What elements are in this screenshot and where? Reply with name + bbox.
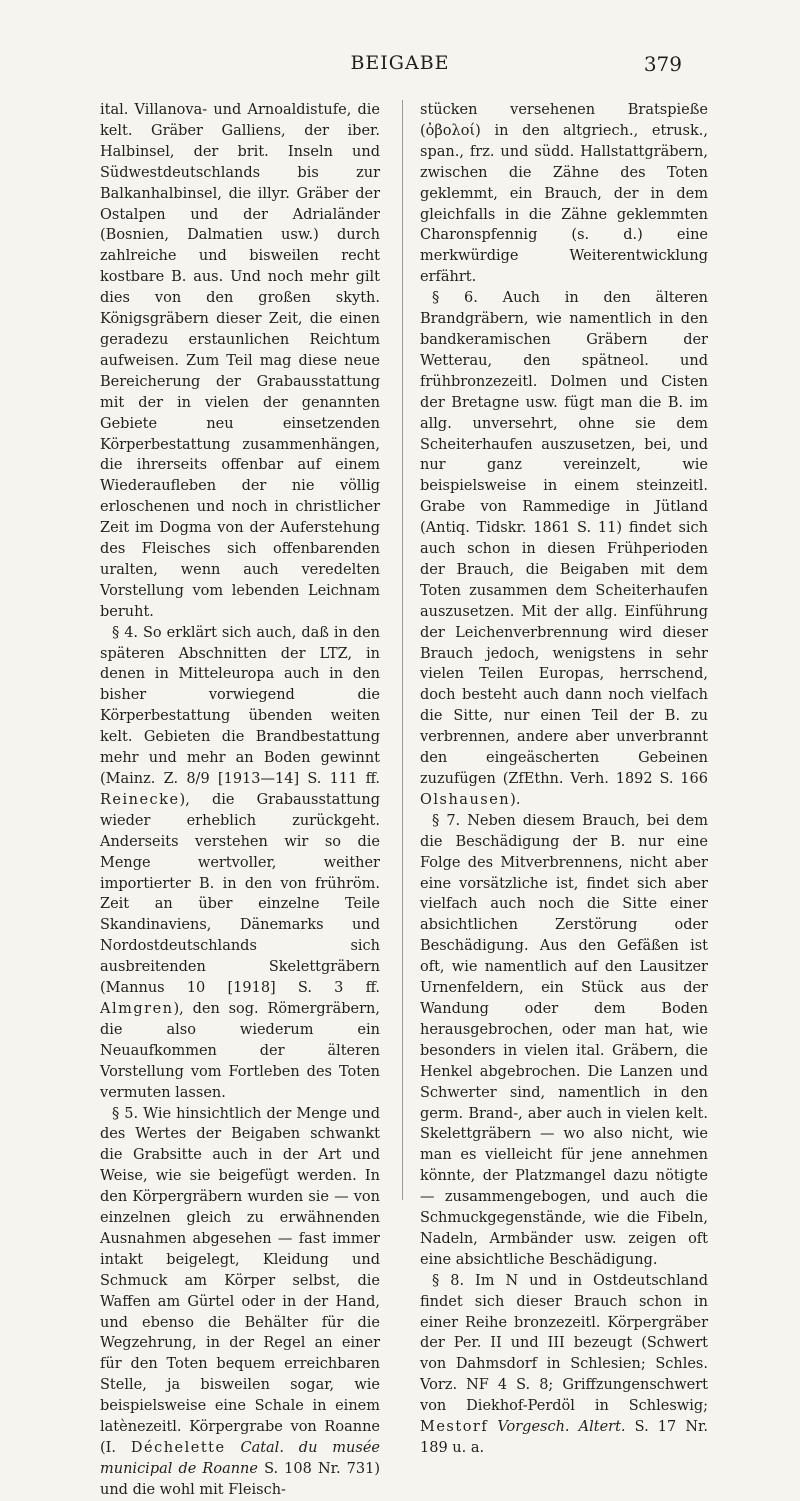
text-run: § 5. Wie hinsichtlich der Menge und des Wertes der Beigaben schwankt die Grabsitte auch in der Art und Weise, wie sie beigefügt werden. In den Körpergräbern wurden sie — von einzelnen gleich zu erwähnenden Ausnahmen abgesehen — fast immer intakt beigelegt, Kleidung und Schmuck am Körper selbst, die Waffen am Gürtel oder in der Hand, und ebenso die Behälter für die Wegzehrung, in der Regel an einer für den Toten bequem erreichbaren Stelle, ja bisweilen sogar, wie beispielsweise eine Schale in einem latènezeitl. Körpergrabe von Roanne (I.	[100, 1105, 380, 1456]
author-name: Olshausen	[420, 791, 511, 808]
text-run: S. 17 Nr. 189 u. a.	[420, 1419, 709, 1456]
italic-title: Catal. du musée municipal de Roanne	[100, 1440, 380, 1477]
author-name: Almgren	[100, 1000, 174, 1017]
paragraph-p7	[420, 1271, 708, 1459]
paragraph-p3	[100, 1104, 380, 1501]
text-run: S. 108 Nr. 731) und die wohl mit Fleisch-	[100, 1460, 380, 1498]
paragraph-p5	[420, 288, 708, 811]
text-run: ).	[510, 791, 521, 808]
running-head: BEIGABE	[350, 52, 450, 74]
text-run: § 7. Neben diesem Brauch, bei dem die Beschädigung der B. nur eine Folge des Mitverbrennens, nicht aber eine vorsätzliche ist, findet sich aber vielfach auch noch die Sitte einer absichtlichen Zerstörung oder Beschädigung. Aus den Gefäßen ist oft, wie namentlich auf den Lausitzer Urnenfeldern, ein Stück aus der Wandung oder dem Boden herausgebrochen, oder man hat, wie besonders in vielen ital. Gräbern, die Henkel abgebrochen. Die Lanzen und Schwerter sind, namentlich in den germ. Brand-, aber auch in vielen kelt. Skelettgräbern — wo also nicht, wie man es vielleicht für jene annehmen könnte, der Platzmangel dazu nötigte — zusammengebogen, und auch die Schmuckgegenstände, wie die Fibeln, Nadeln, Armbänder usw. zeigen oft eine absichtliche Beschädigung.	[420, 812, 708, 1268]
paragraph-p1	[100, 100, 380, 623]
text-run: ), den sog. Römergräbern, die also wiederum ein Neuaufkommen der älteren Vorstellung vom Fortleben des Toten vermuten lassen.	[100, 1000, 380, 1101]
left-column	[100, 100, 380, 1498]
italic-title: Vorgesch. Altert.	[497, 1419, 626, 1436]
right-column	[420, 100, 709, 1456]
author-name: Déchelette	[130, 1440, 226, 1456]
paragraph-p4	[420, 100, 708, 288]
column-divider	[402, 100, 403, 1200]
text-run: stücken versehenen Bratspieße (ὀβολοί) in den altgriech., etrusk., span., frz. und südd. Hallstattgräbern, zwischen die Zähne des Toten geklemmt, ein Brauch, der in dem gleichfalls in die Zähne geklemmten Charonspfennig (s. d.) eine merkwürdige Weiterentwicklung erfährt.	[420, 102, 708, 286]
author-name: Reinecke	[100, 791, 180, 808]
paragraph-p6	[420, 811, 708, 1271]
text-run	[488, 1419, 497, 1435]
text-run: ital. Villanova- und Arnoaldistufe, die kelt. Gräber Galliens, der iber. Halbinsel, der brit. Inseln und Südwestdeutschlands bis zur Balkanhalbinsel, die illyr. Gräber der Ostalpen und der Adrialänder (Bosnien, Dalmatien usw.) durch zahlreiche und bisweilen recht kostbare B. aus. Und noch mehr gilt dies von den großen skyth. Königsgräbern dieser Zeit, die einen geradezu erstaunlichen Reichtum aufweisen. Zum Teil mag diese neue Bereicherung der Grabausstattung mit der in vielen der genannten Gebiete neu einsetzenden Körperbestattung zusammenhängen, die ihrerseits offenbar auf einem Wiederaufleben der nie völlig erloschenen und noch in christlicher Zeit im Dogma von der Auferstehung des Fleisches sich offenbarenden uralten, wenn auch veredelten Vorstellung vom lebenden Leichnam beruht.	[100, 102, 380, 620]
page-header	[0, 52, 800, 82]
text-run: § 4. So erklärt sich auch, daß in den späteren Abschnitten der LTZ, in denen in Mitteleuropa auch in den bisher vorwiegend die Körperbestattung übenden weiten kelt. Gebieten die Brandbestattung mehr und mehr an Boden gewinnt (Mainz. Z. 8/9 [1913—14] S. 111 ff.	[100, 624, 380, 787]
author-name: Mestorf	[420, 1419, 489, 1436]
paragraph-p2	[100, 623, 380, 1104]
page-number: 379	[643, 52, 682, 76]
text-run: § 8. Im N und in Ostdeutschland findet sich dieser Brauch schon in einer Reihe bronzezeitl. Körpergräber der Per. II und III bezeugt (Schwert von Dahmsdorf in Schlesien; Schles. Vorz. NF 4 S. 8; Griffzungenschwert von Diekhof-Perdöl in Schleswig;	[420, 1272, 708, 1415]
text-run: § 6. Auch in den älteren Brandgräbern, wie namentlich in den bandkeramischen Gräbern der Wetterau, den spätneol. und frühbronzezeitl. Dolmen und Cisten der Bretagne usw. fügt man die B. im allg. unversehrt, ohne sie dem Scheiterhaufen auszusetzen, bei, und nur ganz vereinzelt, wie beispielsweise in einem steinzeitl. Grabe von Rammedige in Jütland (Antiq. Tidskr. 1861 S. 11) findet sich auch schon in diesen Frühperioden der Brauch, die Beigaben mit dem Toten zusammen dem Scheiterhaufen auszusetzen. Mit der allg. Einführung der Leichenverbrennung wird dieser Brauch jedoch, wenigstens in sehr vielen Teilen Europas, herrschend, doch besteht auch dann noch vielfach die Sitte, nur einen Teil der B. zu verbrennen, andere aber unverbrannt den eingeäscherten Gebeinen zuzufügen (ZfEthn. Verh. 1892 S. 166	[420, 290, 708, 787]
text-run	[226, 1440, 241, 1456]
text-run: ), die Grabausstattung wieder erheblich zurückgeht. Anderseits verstehen wir so die Menge wertvoller, weither importierter B. in den von frühröm. Zeit an über einzelne Teile Skandinaviens, Dänemarks und Nordostdeutschlands sich ausbreitenden Skelettgräbern (Mannus 10 [1918] S. 3 ff.	[100, 791, 380, 997]
